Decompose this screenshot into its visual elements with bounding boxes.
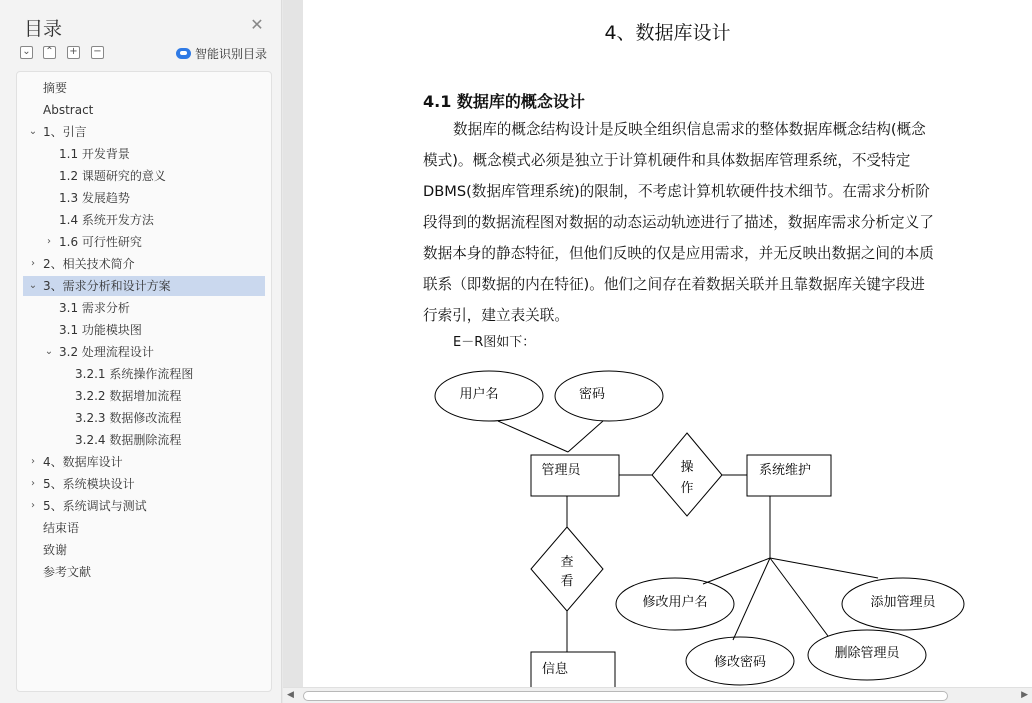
toc-list [16,71,272,692]
toc-item-label: 4、数据库设计 [43,455,123,469]
toc-item-label: 1.2 课题研究的意义 [59,169,166,183]
remove-item-icon[interactable]: − [91,46,104,59]
paragraph-line: 行索引，建立表关联。 [423,307,569,324]
chapter-title: 4、数据库设计 [604,22,731,44]
entity-info-label: 信息 [541,662,569,677]
toc-item-label: 3.2 处理流程设计 [59,345,154,359]
attr-edit-username-label: 修改用户名 [642,595,708,610]
er-line [770,558,828,636]
toc-item-label: 3、需求分析和设计方案 [43,279,171,293]
rel-operate-label-1: 操 [680,460,694,475]
toc-item-label: 1.1 开发背景 [59,147,130,161]
toc-item-5b[interactable] [23,496,265,516]
scroll-right-icon[interactable]: ▶ [1021,690,1028,700]
document-page[interactable] [303,0,1032,687]
paragraph-line: 模式)。概念模式必须是独立于计算机硬件和具体数据库管理系统，不受特定 [423,152,911,169]
toc-item-1-2[interactable] [23,166,265,186]
toc-item-label: 1.6 可行性研究 [59,235,142,249]
chevron-right-icon[interactable]: › [31,258,35,269]
er-diagram [303,0,1032,687]
smart-toc-button[interactable] [176,45,267,62]
paragraph-line: 数据库的概念结构设计是反映全组织信息需求的整体数据库概念结构(概念 [453,121,926,138]
toc-item-label: 参考文献 [43,565,92,579]
chevron-right-icon[interactable]: › [31,478,35,489]
toc-item-label: 3.1 需求分析 [59,301,130,315]
expand-all-icon[interactable]: ⌃ [43,46,56,59]
toc-item-1-3[interactable] [23,188,265,208]
toc-item-label: 3.2.2 数据增加流程 [75,389,182,403]
attr-password [555,371,663,421]
toc-item-label: 1.4 系统开发方法 [59,213,154,227]
attr-add-admin-label: 添加管理员 [870,595,936,610]
toc-item-conclusion[interactable] [23,518,265,538]
scroll-left-icon[interactable]: ◀ [287,690,294,700]
toc-item-label: 3.1 功能模块图 [59,323,142,337]
toc-item-3-2-3[interactable] [23,408,265,428]
smart-toc-label: 智能识别目录 [195,47,268,61]
toc-item-label: 摘要 [43,81,68,95]
page-gutter [283,0,303,687]
chevron-right-icon[interactable]: › [47,236,51,247]
er-line [568,421,603,452]
toc-item-1-6[interactable] [23,232,265,252]
toc-item-3-2-2[interactable] [23,386,265,406]
toc-item-5a[interactable] [23,474,265,494]
toc-item-label: 结束语 [43,521,80,535]
chevron-right-icon[interactable]: › [31,456,35,467]
toc-item-label: 致谢 [43,543,68,557]
toc-item-3-2-4[interactable] [23,430,265,450]
toc-item-3-selected[interactable] [23,276,265,296]
scrollbar-thumb[interactable] [303,691,948,701]
collapse-all-icon[interactable]: ⌄ [20,46,33,59]
toc-item-abstract-cn[interactable] [23,78,265,98]
toc-sidebar [0,0,282,703]
toc-item-label: 3.2.3 数据修改流程 [75,411,182,425]
close-icon[interactable]: ✕ [250,15,264,34]
toc-item-label: Abstract [43,103,94,117]
toc-item-label: 5、系统调试与测试 [43,499,147,513]
section-heading: 4.1 数据库的概念设计 [423,92,585,111]
toc-item-label: 1.3 发展趋势 [59,191,130,205]
toc-item-label: 3.2.4 数据删除流程 [75,433,182,447]
toc-item-thanks[interactable] [23,540,265,560]
entity-admin-label: 管理员 [541,463,581,478]
attr-edit-password-label: 修改密码 [713,655,767,670]
toc-item-label: 2、相关技术简介 [43,257,135,271]
toc-item-3-2[interactable] [23,342,265,362]
toc-item-label: 3.2.1 系统操作流程图 [75,367,194,381]
attr-username-label: 用户名 [459,387,499,402]
toc-item-3-1[interactable] [23,298,265,318]
attr-password-label: 密码 [578,387,606,402]
toc-title: 目录 [24,18,63,40]
toc-item-abstract-en[interactable] [23,100,265,120]
chevron-down-icon[interactable]: ⌄ [28,126,38,137]
chevron-down-icon[interactable]: ⌄ [28,280,38,291]
er-line [770,558,878,578]
toc-item-label: 5、系统模块设计 [43,477,135,491]
rel-view-label-2: 看 [560,574,574,589]
paragraph-line: 联系（即数据的内在特征)。他们之间存在着数据关联并且靠数据库关键字段进 [423,276,925,293]
rel-view-label-1: 查 [560,555,574,570]
paragraph-line: 段得到的数据流程图对数据的动态运动轨迹进行了描述，数据库需求分析定义了 [423,214,934,231]
cloud-icon [176,48,191,59]
rel-operate-label-2: 作 [680,481,694,496]
paragraph-line: DBMS(数据库管理系统)的限制，不考虑计算机软硬件技术细节。在需求分析阶 [423,183,930,200]
toc-item-references[interactable] [23,562,265,582]
er-caption: E－R图如下： [453,335,536,350]
toc-item-2[interactable] [23,254,265,274]
toc-item-1-4[interactable] [23,210,265,230]
toc-item-label: 1、引言 [43,125,87,139]
add-item-icon[interactable]: + [67,46,80,59]
attr-delete-admin-label: 删除管理员 [834,646,900,661]
toc-item-4[interactable] [23,452,265,472]
toc-item-1-1[interactable] [23,144,265,164]
entity-sysmaint-label: 系统维护 [758,463,812,478]
toc-item-3-1b[interactable] [23,320,265,340]
chevron-down-icon[interactable]: ⌄ [44,346,54,357]
paragraph-line: 数据本身的静态特征，但他们反映的仅是应用需求，并无反映出数据之间的本质 [423,245,934,262]
toc-item-intro[interactable] [23,122,265,142]
toc-item-3-2-1[interactable] [23,364,265,384]
horizontal-scrollbar[interactable] [283,687,1032,703]
er-line [498,421,568,452]
chevron-right-icon[interactable]: › [31,500,35,511]
